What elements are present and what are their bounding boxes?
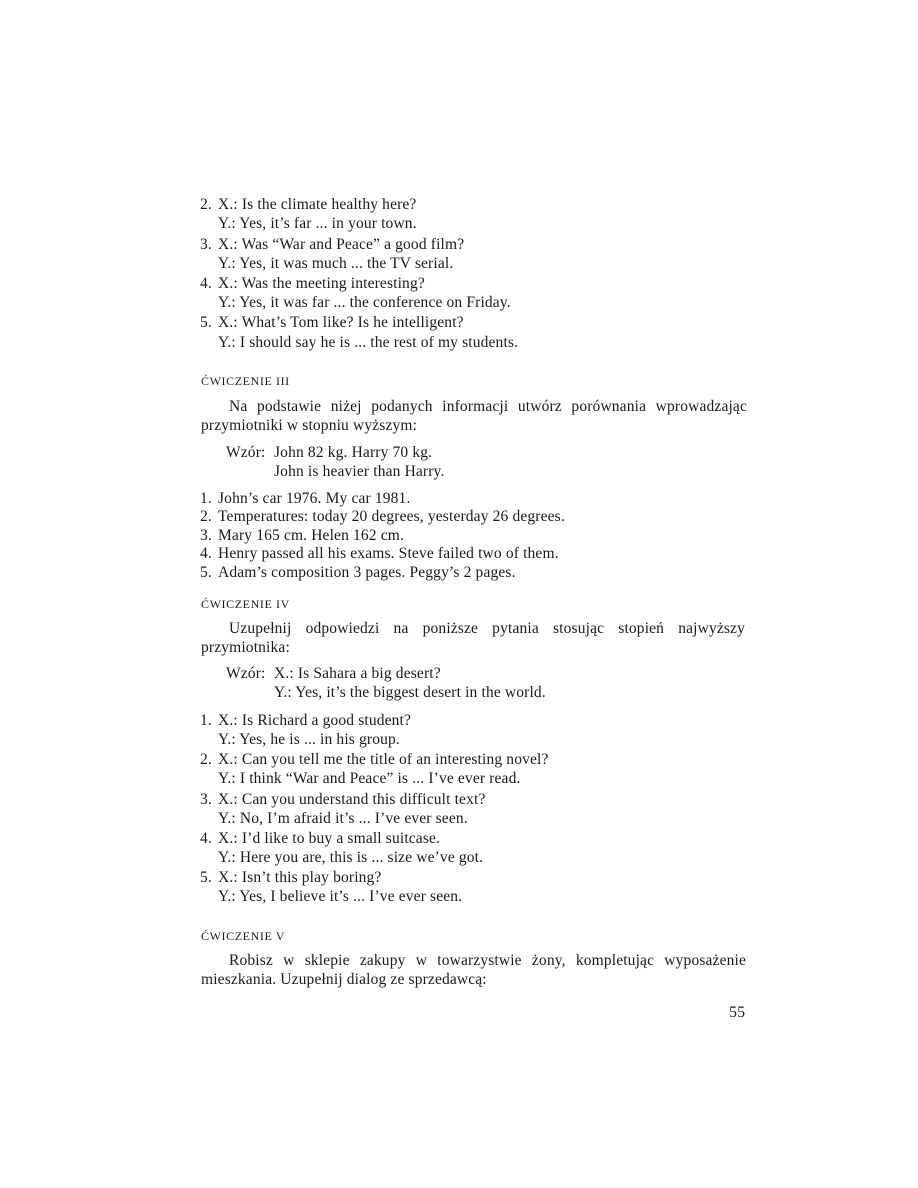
list-item-number: 5. [200, 564, 212, 581]
list-item-number: 3. [200, 527, 212, 544]
answer-line: Y.: I should say he is ... the rest of my students. [218, 334, 519, 351]
question-line: X.: Was “War and Peace” a good film? [218, 236, 465, 253]
answer-line: Y.: Yes, it’s far ... in your town. [218, 215, 417, 232]
question-line: X.: Is the climate healthy here? [218, 196, 417, 213]
example-line: X.: Is Sahara a big desert? [274, 665, 441, 682]
question-line: X.: I’d like to buy a small suitcase. [218, 830, 441, 847]
answer-line: Y.: I think “War and Peace” is ... I’ve ever read. [218, 770, 521, 787]
answer-line: Y.: No, I’m afraid it’s ... I’ve ever seen. [218, 810, 468, 827]
answer-line: Y.: Yes, he is ... in his group. [218, 731, 400, 748]
example-line: Y.: Yes, it’s the biggest desert in the world. [274, 684, 546, 701]
instruction-line: mieszkania. Uzupełnij dialog ze sprzedawcą: [201, 971, 487, 988]
question-line: X.: Isn’t this play boring? [218, 869, 382, 886]
question-line: X.: Can you tell me the title of an interesting novel? [218, 751, 549, 768]
list-item-number: 4. [200, 275, 212, 292]
instruction-line: Na podstawie niżej podanych informacji utwórz porównania wprowadzając [229, 398, 747, 415]
exercise-heading: ĆWICZENIE IV [201, 597, 290, 611]
answer-line: Y.: Yes, I believe it’s ... I’ve ever seen. [218, 888, 463, 905]
list-item-number: 4. [200, 830, 212, 847]
list-item-text: John’s car 1976. My car 1981. [218, 490, 411, 507]
page-number: 55 [729, 1004, 746, 1021]
list-item-number: 3. [200, 791, 212, 808]
example-label: Wzór: [226, 444, 266, 461]
list-item-number: 1. [200, 490, 212, 507]
list-item-number: 2. [200, 751, 212, 768]
list-item-number: 2. [200, 508, 212, 525]
instruction-line: Robisz w sklepie zakupy w towarzystwie żony, kompletując wyposażenie [229, 952, 746, 969]
question-line: X.: Can you understand this difficult text? [218, 791, 486, 808]
example-line: John 82 kg. Harry 70 kg. [274, 444, 433, 461]
exercise-heading: ĆWICZENIE III [201, 374, 290, 388]
example-label: Wzór: [226, 665, 266, 682]
answer-line: Y.: Yes, it was much ... the TV serial. [218, 255, 454, 272]
list-item-number: 3. [200, 236, 212, 253]
list-item-number: 1. [200, 712, 212, 729]
list-item-number: 4. [200, 545, 212, 562]
question-line: X.: What’s Tom like? Is he intelligent? [218, 314, 464, 331]
example-line: John is heavier than Harry. [274, 463, 445, 480]
list-item-number: 2. [200, 196, 212, 213]
instruction-line: przymiotnika: [201, 639, 290, 656]
instruction-line: Uzupełnij odpowiedzi na poniższe pytania stosując stopień najwyższy [229, 620, 745, 637]
list-item-text: Henry passed all his exams. Steve failed two of them. [218, 545, 559, 562]
list-item-text: Adam’s composition 3 pages. Peggy’s 2 pages. [218, 564, 516, 581]
question-line: X.: Is Richard a good student? [218, 712, 412, 729]
list-item-text: Temperatures: today 20 degrees, yesterday 26 degrees. [218, 508, 565, 525]
answer-line: Y.: Here you are, this is ... size we’ve got. [218, 849, 484, 866]
list-item-text: Mary 165 cm. Helen 162 cm. [218, 527, 404, 544]
list-item-number: 5. [200, 314, 212, 331]
answer-line: Y.: Yes, it was far ... the conference on Friday. [218, 294, 511, 311]
exercise-heading: ĆWICZENIE V [201, 929, 286, 943]
list-item-number: 5. [200, 869, 212, 886]
question-line: X.: Was the meeting interesting? [218, 275, 425, 292]
instruction-line: przymiotniki w stopniu wyższym: [201, 417, 418, 434]
